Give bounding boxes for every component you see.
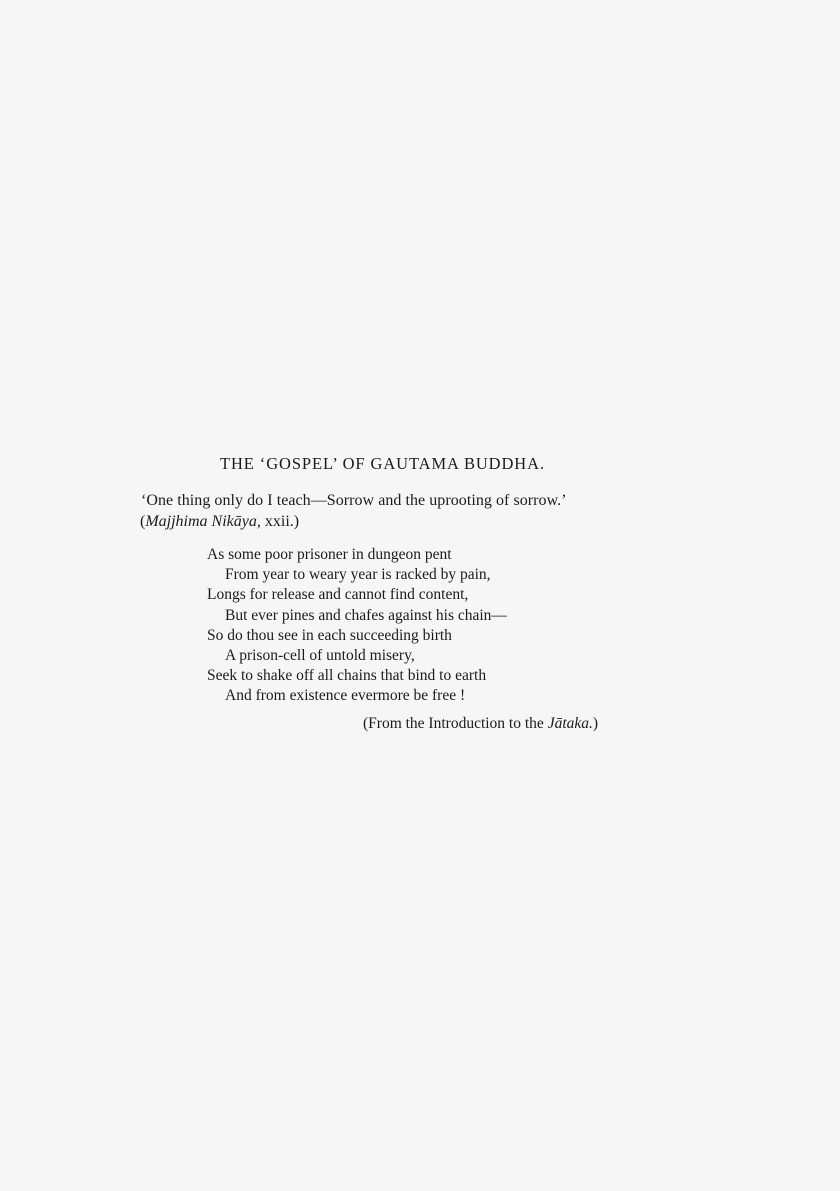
page-title: THE ‘GOSPEL’ OF GAUTAMA BUDDHA. [220,454,545,473]
citation-rest: xxii.) [260,513,300,530]
epigraph [140,490,567,532]
citation-open: ( [140,513,146,530]
source-suffix: ) [592,715,599,732]
citation-work: Majjhima Nikāya, [145,513,261,530]
verse-line-4: But ever pines and chafes against his chain— [225,606,507,624]
verse-line-6: A prison-cell of untold misery, [225,647,415,665]
epigraph-quote: ‘One thing only do I teach—Sorrow and the uprooting of sorrow.’ [141,492,567,509]
source-prefix: (From the Introduction to the [363,715,548,732]
verse-line-2: From year to weary year is racked by pain, [225,566,491,584]
verse [207,545,507,707]
verse-line-7: Seek to shake off all chains that bind to earth [207,667,487,685]
verse-line-3: Longs for release and cannot find content, [207,586,469,604]
verse-source [363,715,598,733]
verse-line-8: And from existence evermore be free ! [225,687,466,705]
verse-line-5: So do thou see in each succeeding birth [207,626,452,644]
source-work: Jātaka. [547,715,593,732]
epigraph-citation [140,511,567,532]
verse-line-1: As some poor prisoner in dungeon pent [207,546,452,563]
